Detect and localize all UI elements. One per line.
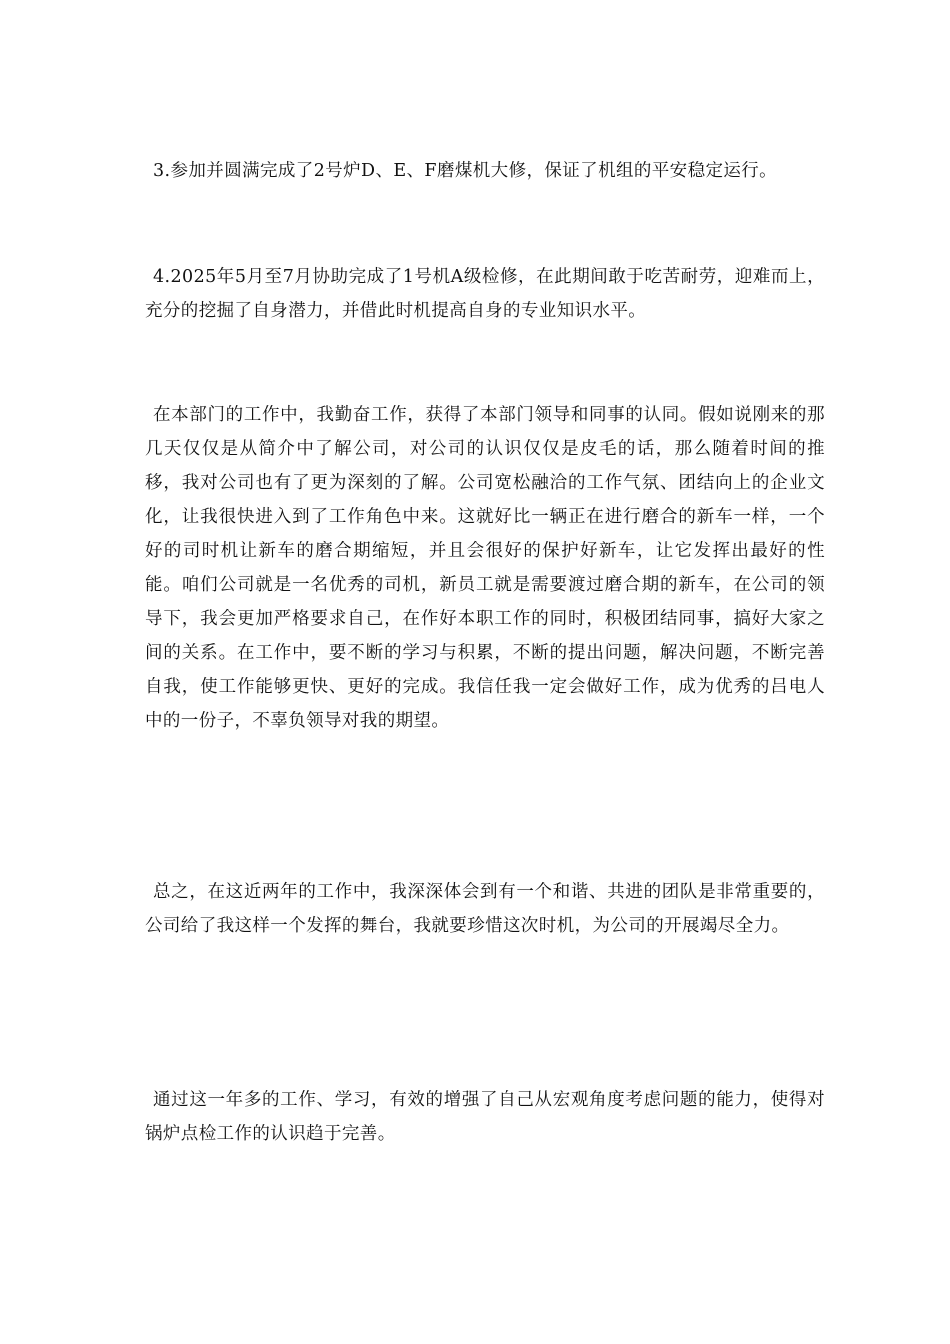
paragraph-conclusion: 通过这一年多的工作、学习，有效的增强了自己从宏观角度考虑问题的能力，使得对锅炉点检工作的认识趋于完善。 [145, 1090, 825, 1144]
paragraph-item-3: 3.参加并圆满完成了2号炉D、E、F磨煤机大修，保证了机组的平安稳定运行。 [153, 161, 778, 181]
paragraph-summary: 总之，在这近两年的工作中，我深深体会到有一个和谐、共进的团队是非常重要的，公司给了我这样一个发挥的舞台，我就要珍惜这次时机，为公司的开展竭尽全力。 [145, 882, 825, 936]
paragraph-department-work: 在本部门的工作中，我勤奋工作，获得了本部门领导和同事的认同。假如说刚来的那几天仅仅是从简介中了解公司，对公司的认识仅仅是皮毛的话，那么随着时间的推移，我对公司也有了更为深刻的了解。公司宽松融洽的工作气氛、团结向上的企业文化，让我很快进入到了工作角色中来。这就好比一辆正在进行磨合的新车一样，一个好的司时机让新车的磨合期缩短，并且会很好的保护好新车，让它发挥出最好的性能。咱们公司就是一名优秀的司机，新员工就是需要渡过磨合期的新车，在公司的领导下，我会更加严格要求自己，在作好本职工作的同时，积极团结同事，搞好大家之间的关系。在工作中，要不断的学习与积累，不断的提出问题，解决问题，不断完善自我，使工作能够更快、更好的完成。我信任我一定会做好工作，成为优秀的吕电人中的一份子，不辜负领导对我的期望。 [145, 405, 825, 731]
paragraph-item-4: 4.2025年5月至7月协助完成了1号机A级检修，在此期间敢于吃苦耐劳，迎难而上，充分的挖掘了自身潜力，并借此时机提高自身的专业知识水平。 [145, 267, 825, 321]
